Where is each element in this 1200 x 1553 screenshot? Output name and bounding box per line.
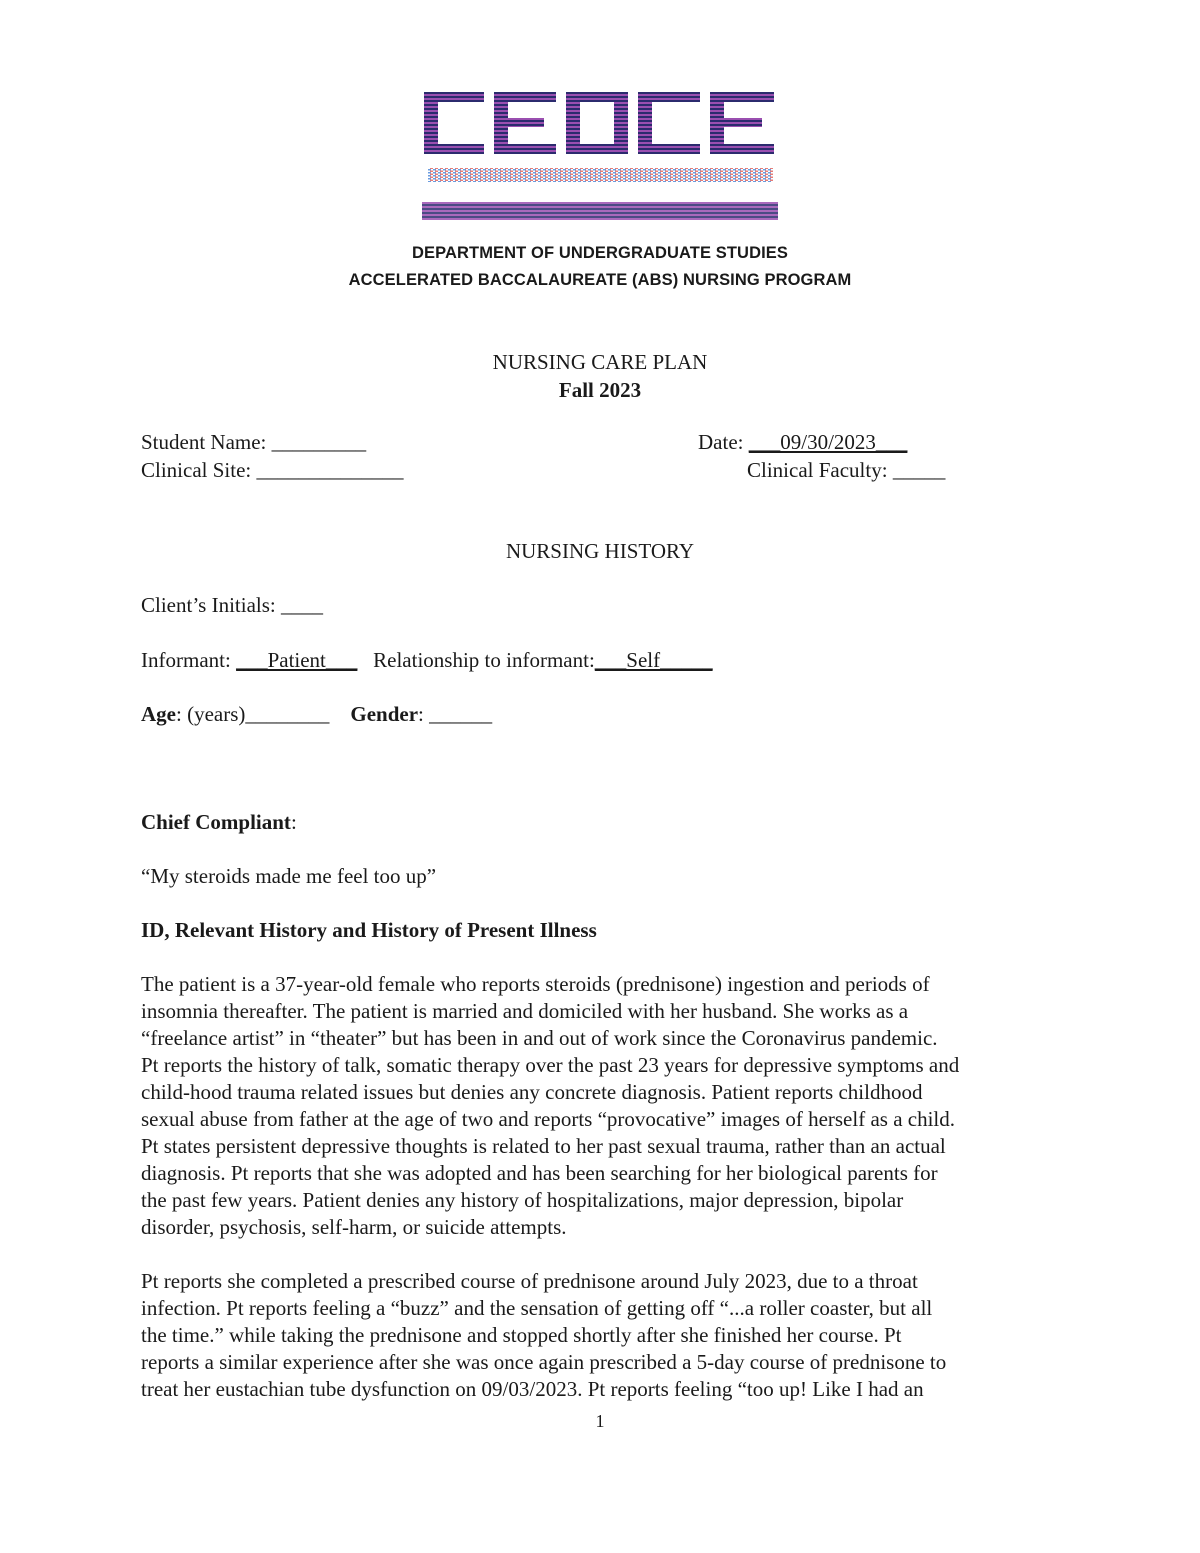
clinical-faculty-label: Clinical Faculty: bbox=[747, 458, 888, 482]
document-title: NURSING CARE PLAN bbox=[492, 350, 708, 374]
paragraph-line: the past few years. Patient denies any history of hospitalizations, major depression, bipolar bbox=[141, 1188, 904, 1212]
relationship-value: ___Self_____ bbox=[594, 648, 713, 672]
informant-row bbox=[141, 648, 713, 673]
clinical-faculty-value: _____ bbox=[892, 458, 946, 482]
institution-logo bbox=[418, 88, 780, 228]
paragraph-line: diagnosis. Pt reports that she was adopted and has been searching for her biological parents for bbox=[141, 1161, 938, 1185]
client-initials-label: Client’s Initials: bbox=[141, 593, 276, 617]
gender-value: ______ bbox=[429, 702, 493, 726]
chief-complaint-colon: : bbox=[290, 810, 297, 834]
paragraph-line: Pt reports the history of talk, somatic therapy over the past 23 years for depressive symptoms and bbox=[141, 1053, 960, 1077]
paragraph-line: child-hood trauma related issues but denies any concrete diagnosis. Patient reports childhood bbox=[141, 1080, 923, 1104]
client-initials-value: ____ bbox=[281, 593, 323, 617]
paragraph-line: sexual abuse from father at the age of two and reports “provocative” images of herself as a child. bbox=[141, 1107, 956, 1131]
informant-label: Informant: bbox=[141, 648, 231, 672]
chief-complaint-heading bbox=[141, 810, 297, 835]
age-value: ________ bbox=[245, 702, 330, 726]
page-number: 1 bbox=[595, 1411, 605, 1431]
gender-label: Gender bbox=[350, 702, 419, 726]
clinical-site-value: ______________ bbox=[256, 458, 404, 482]
date-label: Date: bbox=[698, 430, 744, 454]
clinical-site-label: Clinical Site: bbox=[141, 458, 252, 482]
clinical-faculty-row bbox=[747, 458, 945, 483]
date-row bbox=[698, 430, 907, 455]
chief-complaint-quote: “My steroids made me feel too up” bbox=[141, 864, 437, 888]
paragraph-line: The patient is a 37-year-old female who reports steroids (prednisone) ingestion and periods of bbox=[141, 972, 930, 996]
program-heading: ACCELERATED BACCALAUREATE (ABS) NURSING PROGRAM bbox=[348, 271, 852, 289]
paragraph-line: Pt states persistent depressive thoughts is related to her past sexual trauma, rather than an actual bbox=[141, 1134, 946, 1158]
paragraph-line: treat her eustachian tube dysfunction on 09/03/2023. Pt reports feeling “too up! Like I had an bbox=[141, 1377, 924, 1401]
student-name-label: Student Name: bbox=[141, 430, 267, 454]
paragraph-line: “freelance artist” in “theater” but has been in and out of work since the Coronavirus pandemic. bbox=[141, 1026, 938, 1050]
age-suffix: : (years) bbox=[176, 702, 246, 726]
paragraph-line: disorder, psychosis, self-harm, or suicide attempts. bbox=[141, 1215, 567, 1239]
hpi-heading: ID, Relevant History and History of Present Illness bbox=[141, 918, 597, 942]
informant-value: ___Patient___ bbox=[236, 648, 358, 672]
relationship-label: Relationship to informant: bbox=[373, 648, 595, 672]
nursing-history-heading: NURSING HISTORY bbox=[505, 539, 695, 563]
chief-complaint-label: Chief Compliant bbox=[141, 810, 291, 834]
department-heading: DEPARTMENT OF UNDERGRADUATE STUDIES bbox=[412, 244, 788, 262]
hpi-paragraph-2 bbox=[141, 1268, 1066, 1403]
paragraph-line: Pt reports she completed a prescribed course of prednisone around July 2023, due to a throat bbox=[141, 1269, 918, 1293]
date-value: ___09/30/2023___ bbox=[748, 430, 908, 454]
paragraph-line: the time.” while taking the prednisone and stopped shortly after she finished her course. Pt bbox=[141, 1323, 902, 1347]
paragraph-line: insomnia thereafter. The patient is married and domiciled with her husband. She works as a bbox=[141, 999, 909, 1023]
paragraph-line: infection. Pt reports feeling a “buzz” and the sensation of getting off “...a roller coaster, but all bbox=[141, 1296, 933, 1320]
age-gender-row bbox=[141, 702, 492, 727]
client-initials-row bbox=[141, 593, 323, 618]
paragraph-line: reports a similar experience after she was once again prescribed a 5-day course of prednisone to bbox=[141, 1350, 947, 1374]
gender-colon: : bbox=[418, 702, 424, 726]
student-name-row bbox=[141, 430, 366, 455]
age-label: Age bbox=[141, 702, 176, 726]
student-name-value: _________ bbox=[271, 430, 367, 454]
hpi-paragraph-1 bbox=[141, 971, 1066, 1241]
clinical-site-row bbox=[141, 458, 404, 483]
document-term: Fall 2023 bbox=[558, 378, 642, 402]
